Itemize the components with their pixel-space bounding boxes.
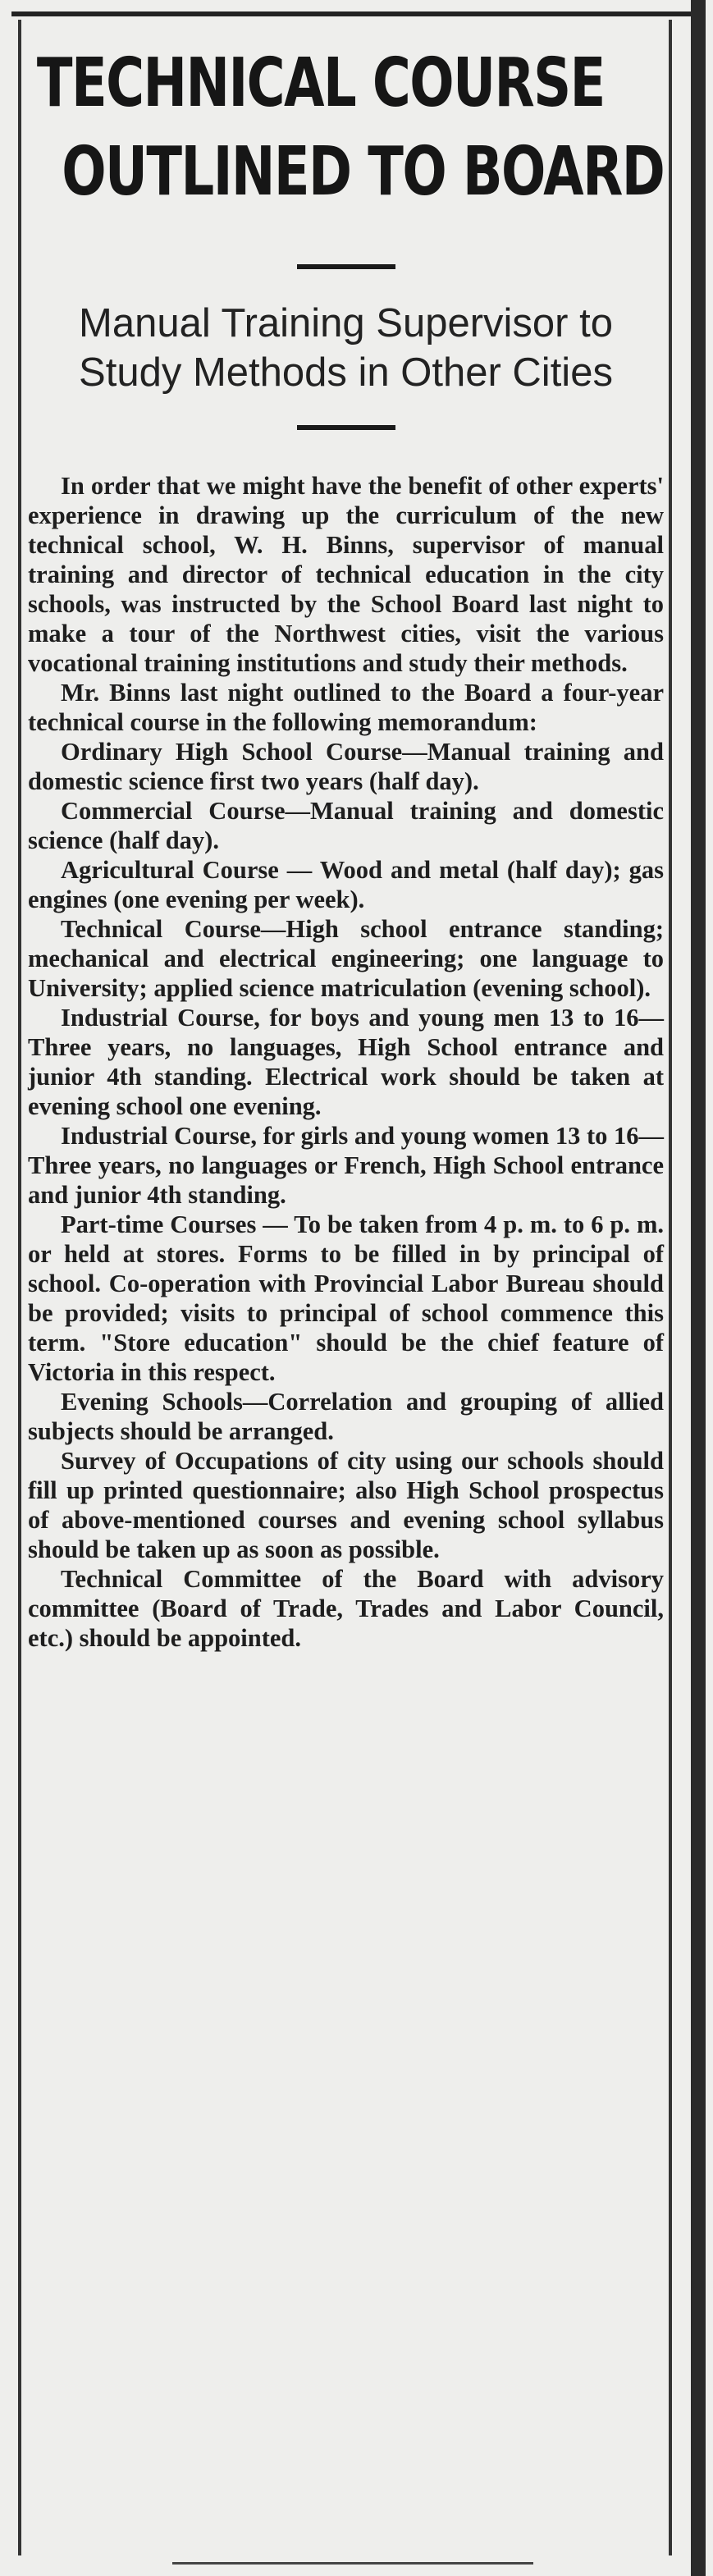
subheadline: Manual Training Supervisor to Study Methods in Other Cities [79, 301, 613, 395]
paragraph: Industrial Course, for girls and young women 13 to 16—Three years, no languages or French, High School entrance and junior 4th standing. [28, 1122, 664, 1209]
closing-rule [172, 2562, 533, 2565]
subhead-divider [297, 425, 395, 430]
scan-edge-shadow [691, 0, 706, 2576]
headline-line-1: TECHNICAL COURSE [36, 44, 605, 122]
paragraph: Survey of Occupations of city using our schools should fill up printed questionnaire; also High School prospectus of above-mentioned courses and evening school syllabus should be taken up as soon as possible. [28, 1447, 664, 1563]
paragraph: Technical Course—High school entrance standing; mechanical and electrical engineering; one language to University; applied science matriculation (evening school). [28, 915, 664, 1002]
paragraph: In order that we might have the benefit of other experts' experience in drawing up the curriculum of the new technical school, W. H. Binns, supervisor of manual training and director of technical education in the city schools, was instructed by the School Board last night to make a tour of the Northwest cities, visit the various vocational training institutions and study their methods. [28, 472, 664, 677]
paragraph: Commercial Course—Manual training and domestic science (half day). [28, 797, 664, 854]
top-border-rule [11, 11, 701, 16]
left-column-rule [18, 20, 21, 2555]
paragraph: Industrial Course, for boys and young men 13 to 16—Three years, no languages, High School entrance and junior 4th standing. Electrical work should be taken at evening school one evening. [28, 1004, 664, 1120]
article-body [28, 471, 664, 1653]
headline-divider [297, 264, 395, 269]
paragraph: Agricultural Course — Wood and metal (half day); gas engines (one evening per week). [28, 856, 664, 913]
headline [28, 39, 664, 217]
paragraph: Part-time Courses — To be taken from 4 p. m. to 6 p. m. or held at stores. Forms to be filled in by principal of school. Co-operation with Provincial Labor Bureau should be provided; visits to principal of school commence this term. "Store education" should be the chief feature of Victoria in this respect. [28, 1210, 664, 1386]
paragraph: Ordinary High School Course—Manual training and domestic science first two years (half day). [28, 738, 664, 795]
paragraph: Mr. Binns last night outlined to the Board a four-year technical course in the following memorandum: [28, 679, 664, 736]
paragraph: Technical Committee of the Board with advisory committee (Board of Trade, Trades and Labor Council, etc.) should be appointed. [28, 1565, 664, 1652]
right-column-rule [669, 20, 672, 2555]
headline-line-2: OUTLINED TO BOARD [62, 133, 665, 211]
article-column [28, 20, 664, 1653]
paragraph: Evening Schools—Correlation and grouping of allied subjects should be arranged. [28, 1388, 664, 1445]
